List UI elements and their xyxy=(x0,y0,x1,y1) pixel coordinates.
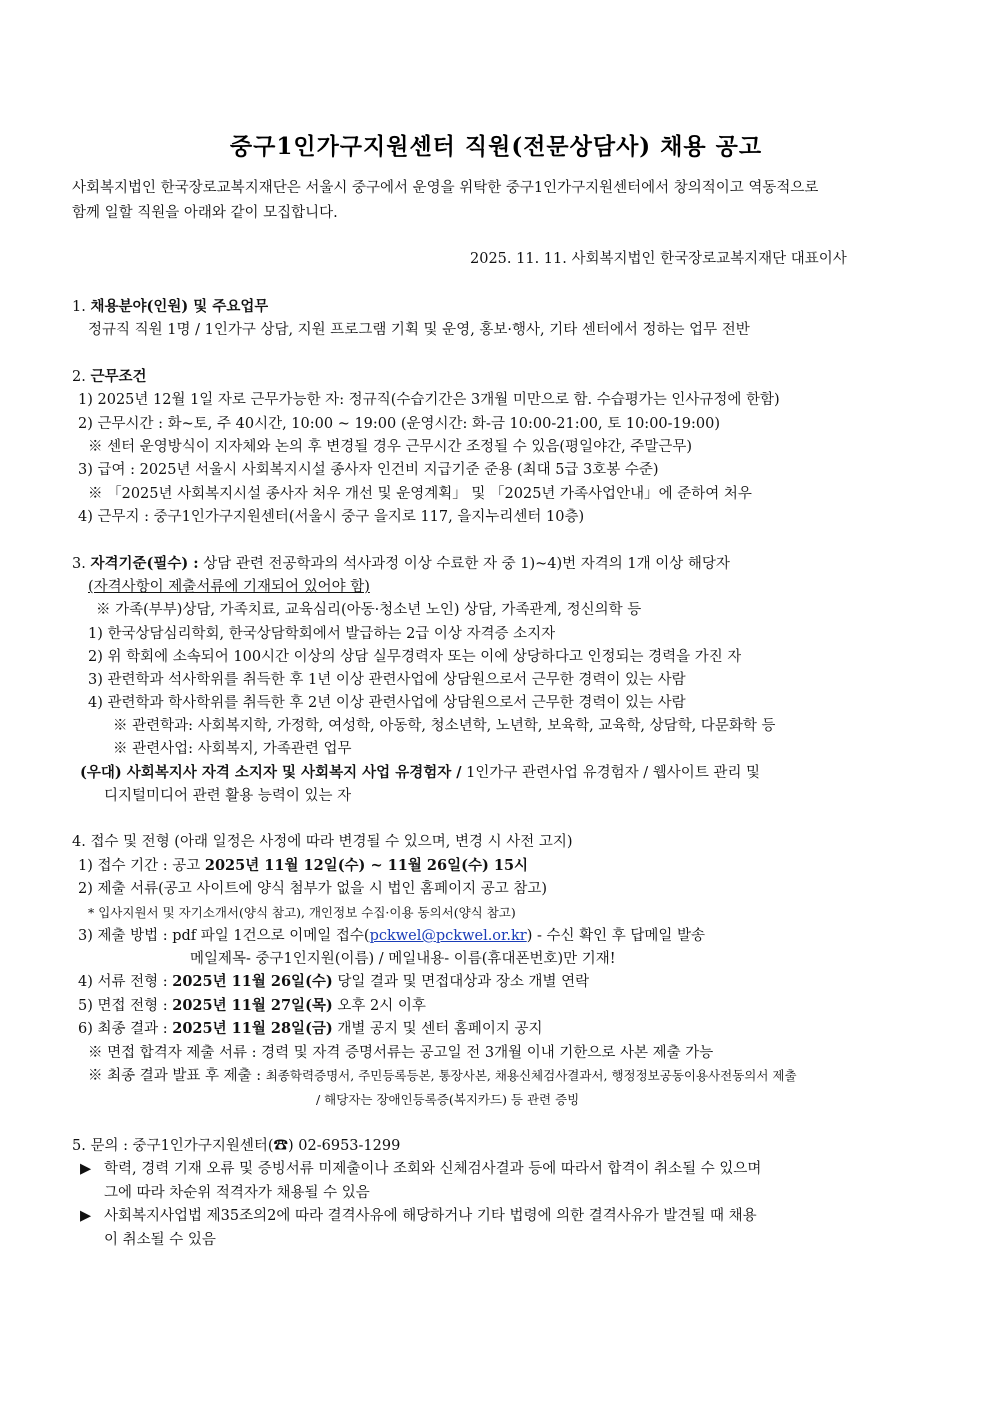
intro-line-1: 사회복지법인 한국장로교복지재단은 서울시 중구에서 운영을 위탁한 중구1인가구지원센터에서 창의적이고 역동적으로 xyxy=(72,180,819,196)
section-4-line-4 xyxy=(78,972,589,992)
section-3-number: 3. xyxy=(72,556,91,572)
section-1-number: 1. xyxy=(72,299,91,315)
doc-screening-rest: 당일 결과 및 면접대상과 장소 개별 연락 xyxy=(332,974,590,990)
section-2-title: 근무조건 xyxy=(90,368,147,385)
intro-line-2: 함께 일할 직원을 아래와 같이 모집합니다. xyxy=(72,205,338,221)
final-result-label: 6) 최종 결과 : xyxy=(78,1021,173,1037)
preferred-rest: 1인가구 관련사업 유경험자 / 웹사이트 관리 및 xyxy=(461,765,761,781)
triangle-arrow-icon: ▶ xyxy=(80,1208,92,1224)
section-3-heading xyxy=(72,554,730,574)
section-2-line-2: 2) 근무시간 : 화~토, 주 40시간, 10:00 ~ 19:00 (운영시간: 화-금 10:00-21:00, 토 10:00-19:00) xyxy=(78,416,720,432)
section-3-title: 자격기준(필수) : xyxy=(90,555,199,572)
section-3-note-majors: ※ 관련학과: 사회복지학, 가정학, 여성학, 아동학, 청소년학, 노년학, 보육학, 교육학, 상담학, 다문화학 등 xyxy=(113,718,776,734)
interview-date: 2025년 11월 27일(목) xyxy=(172,997,333,1014)
section-4-documents-note: * 입사지원서 및 자기소개서(양식 참고), 개인정보 수집·이용 동의서(양식 참고) xyxy=(88,905,516,920)
doc-screening-date: 2025년 11월 26일(수) xyxy=(172,973,333,990)
notice-2-text: 사회복지사업법 제35조의2에 따라 결격사유에 해당하거나 기타 법령에 의한 결격사유가 발견될 때 채용 xyxy=(104,1208,757,1224)
period-dates: 2025년 11월 12일(수) ~ 11월 26일(수) 15시 xyxy=(204,857,529,874)
section-4-mail-format: 메일제목- 중구1인지원(이름) / 메일내용- 이름(휴대폰번호)만 기재! xyxy=(190,951,616,967)
section-1-heading xyxy=(72,297,268,317)
period-label: 1) 접수 기간 : 공고 xyxy=(78,858,205,874)
notice-bullet-1 xyxy=(80,1159,761,1179)
final-result-rest: 개별 공지 및 센터 홈페이지 공지 xyxy=(332,1021,543,1037)
issuer-line: 2025. 11. 11. 사회복지법인 한국장로교복지재단 대표이사 xyxy=(470,251,847,267)
section-2-note-1: ※ 센터 운영방식이 지자체와 논의 후 변경될 경우 근무시간 조정될 수 있음(평일야간, 주말근무) xyxy=(88,439,692,455)
section-3-note-business: ※ 관련사업: 사회복지, 가족관련 업무 xyxy=(113,741,352,757)
section-4-line-5 xyxy=(78,996,426,1016)
section-4-note-1: ※ 면접 합격자 제출 서류 : 경력 및 자격 증명서류는 공고일 전 3개월 이내 기한으로 사본 제출 가능 xyxy=(88,1045,714,1061)
submit-method-rest: ) - 수신 확인 후 답메일 발송 xyxy=(526,928,705,944)
doc-screening-label: 4) 서류 전형 : xyxy=(78,974,173,990)
section-3-line-1: 1) 한국상담심리학회, 한국상담학회에서 발급하는 2급 이상 자격증 소지자 xyxy=(88,626,556,642)
final-result-date: 2025년 11월 28일(금) xyxy=(172,1020,333,1037)
document-title: 중구1인가구지원센터 직원(전문상담사) 채용 공고 xyxy=(229,133,763,160)
section-3-preferred-line-2: 디지털미디어 관련 활용 능력이 있는 자 xyxy=(104,788,352,804)
section-3-underline-note: (자격사항이 제출서류에 기재되어 있어야 함) xyxy=(88,579,370,595)
section-2-line-1: 1) 2025년 12월 1일 자로 근무가능한 자: 정규직(수습기간은 3개월 미만으로 함. 수습평가는 인사규정에 한함) xyxy=(78,392,780,408)
section-4-line-3 xyxy=(78,926,705,946)
section-3-line-4: 4) 관련학과 학사학위를 취득한 후 2년 이상 관련사업에 상담원으로서 근무한 경력이 있는 사람 xyxy=(88,695,686,711)
section-3-line-3: 3) 관련학과 석사학위를 취득한 후 1년 이상 관련사업에 상담원으로서 근무한 경력이 있는 사람 xyxy=(88,672,686,688)
notice-1-text: 학력, 경력 기재 오류 및 증빙서류 미제출이나 조회와 신체검사결과 등에 따라서 합격이 취소될 수 있으며 xyxy=(104,1161,762,1177)
section-1-body: 정규직 직원 1명 / 1인가구 상담, 지원 프로그램 기획 및 운영, 홍보·행사, 기타 센터에서 정하는 업무 전반 xyxy=(88,322,750,338)
section-4-note-2 xyxy=(88,1066,797,1086)
notice-bullet-2 xyxy=(80,1206,757,1226)
interview-label: 5) 면접 전형 : xyxy=(78,998,173,1014)
section-4-heading: 4. 접수 및 전형 (아래 일정은 사정에 따라 변경될 수 있으며, 변경 시 사전 고지) xyxy=(72,834,573,850)
preferred-bold: (우대) 사회복지사 자격 소지자 및 사회복지 사업 유경험자 / xyxy=(80,764,462,781)
section-2-number: 2. xyxy=(72,369,91,385)
section-2-line-4: 4) 근무지 : 중구1인가구지원센터(서울시 중구 을지로 117, 을지누리센터 10층) xyxy=(78,509,585,525)
section-3-majors-note: ※ 가족(부부)상담, 가족치료, 교육심리(아동·청소년 노인) 상담, 가족관계, 정신의학 등 xyxy=(96,602,642,618)
section-3-line-2: 2) 위 학회에 소속되어 100시간 이상의 상담 실무경력자 또는 이에 상당하다고 인정되는 경력을 가진 자 xyxy=(88,649,742,665)
section-5-heading: 5. 문의 : 중구1인가구지원센터(☎) 02-6953-1299 xyxy=(72,1138,401,1154)
section-2-note-2: ※ 「2025년 사회복지시설 종사자 처우 개선 및 운영계획」 및 「2025년 가족사업안내」에 준하여 처우 xyxy=(88,486,752,502)
section-3-title-rest: 상담 관련 전공학과의 석사과정 이상 수료한 자 중 1)~4)번 자격의 1개 이상 해당자 xyxy=(198,556,730,572)
section-4-line-2: 2) 제출 서류(공고 사이트에 양식 첨부가 없을 시 법인 홈페이지 공고 참고) xyxy=(78,881,548,897)
final-submit-list: 최종학력증명서, 주민등록등본, 통장사본, 채용신체검사결과서, 행정정보공동이용사전동의서 제출 xyxy=(265,1068,797,1083)
email-link[interactable]: pckwel@pckwel.or.kr xyxy=(369,928,527,944)
triangle-arrow-icon: ▶ xyxy=(80,1161,92,1177)
notice-bullet-2-line-2: 이 취소될 수 있음 xyxy=(104,1232,216,1248)
section-2-line-3: 3) 급여 : 2025년 서울시 사회복지시설 종사자 인건비 지급기준 준용 (최대 5급 3호봉 수준) xyxy=(78,462,659,478)
notice-bullet-1-line-2: 그에 따라 차순위 적격자가 채용될 수 있음 xyxy=(104,1185,370,1201)
section-4-line-6 xyxy=(78,1019,543,1039)
section-3-preferred xyxy=(80,763,760,783)
section-4-note-2-line-2: / 해당자는 장애인등록증(복지카드) 등 관련 증빙 xyxy=(316,1092,580,1107)
section-4-line-1 xyxy=(78,856,528,876)
final-submit-label: ※ 최종 결과 발표 후 제출 : xyxy=(88,1068,266,1084)
interview-rest: 오후 2시 이후 xyxy=(332,998,426,1014)
section-2-heading xyxy=(72,367,146,387)
section-1-title: 채용분야(인원) 및 주요업무 xyxy=(90,298,269,315)
submit-method-label: 3) 제출 방법 : pdf 파일 1건으로 이메일 접수( xyxy=(78,928,370,944)
